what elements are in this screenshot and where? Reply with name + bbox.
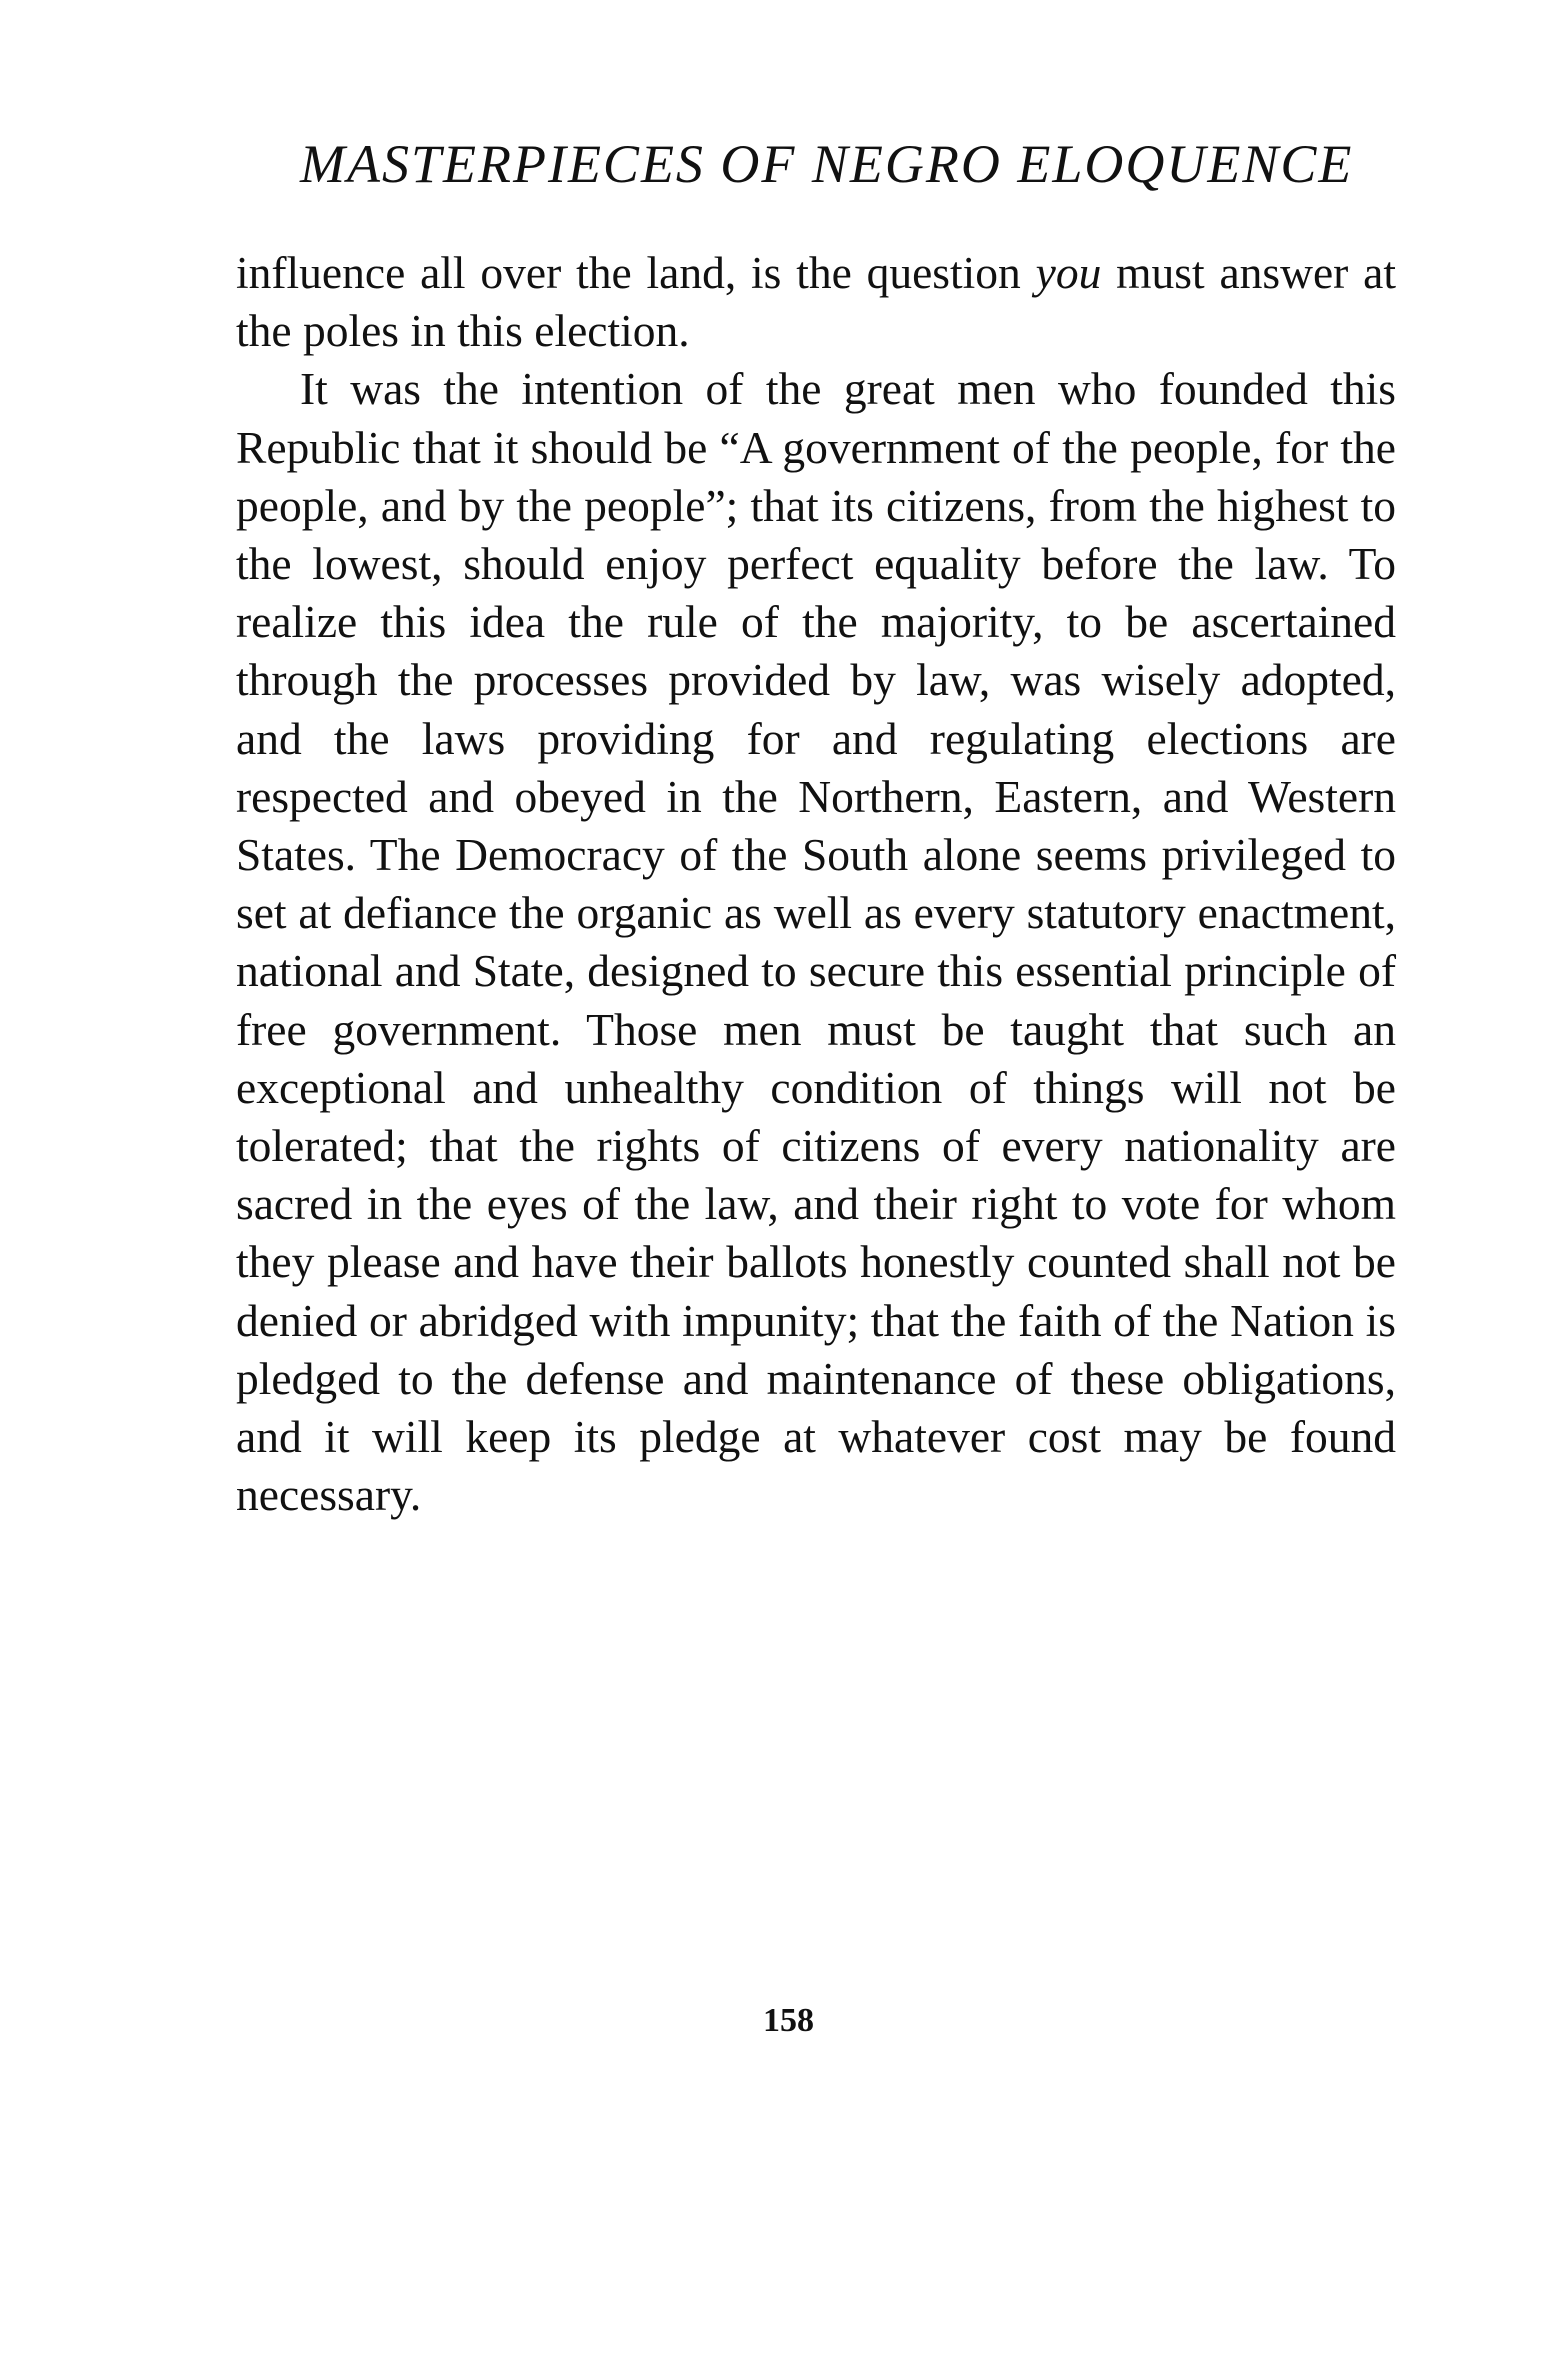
body-text <box>236 244 1396 1524</box>
emphasized-word: you <box>1035 247 1102 298</box>
paragraph: It was the intention of the great men who founded this Republic that it should be “A government of the people, for the people, and by the people”; that its citizens, from the highest to the lowest, should enjoy perfect equality before the law. To realize this idea the rule of the majority, to be ascertained through the processes provided by law, was wisely adopted, and the laws providing for and regulating elections are respected and obeyed in the Northern, Eastern, and Western States. The Democracy of the South alone seems privileged to set at defiance the organic as well as every statutory enactment, national and State, designed to secure this essential principle of free government. Those men must be taught that such an exceptional and unhealthy condition of things will not be tolerated; that the rights of citizens of every nationality are sacred in the eyes of the law, and their right to vote for whom they please and have their ballots honestly counted shall not be denied or abridged with impunity; that the faith of the Nation is pledged to the defense and maintenance of these obligations, and it will keep its pledge at whatever cost may be found necessary. <box>236 363 1396 1521</box>
running-head: MASTERPIECES OF NEGRO ELOQUENCE <box>300 134 1354 194</box>
page-number: 158 <box>763 2002 814 2039</box>
paragraph-text: must answer at the poles in this election. <box>236 247 1396 357</box>
paragraph-text: influence all over the land, is the question <box>236 247 1036 298</box>
paragraph-continuation <box>236 244 1396 360</box>
